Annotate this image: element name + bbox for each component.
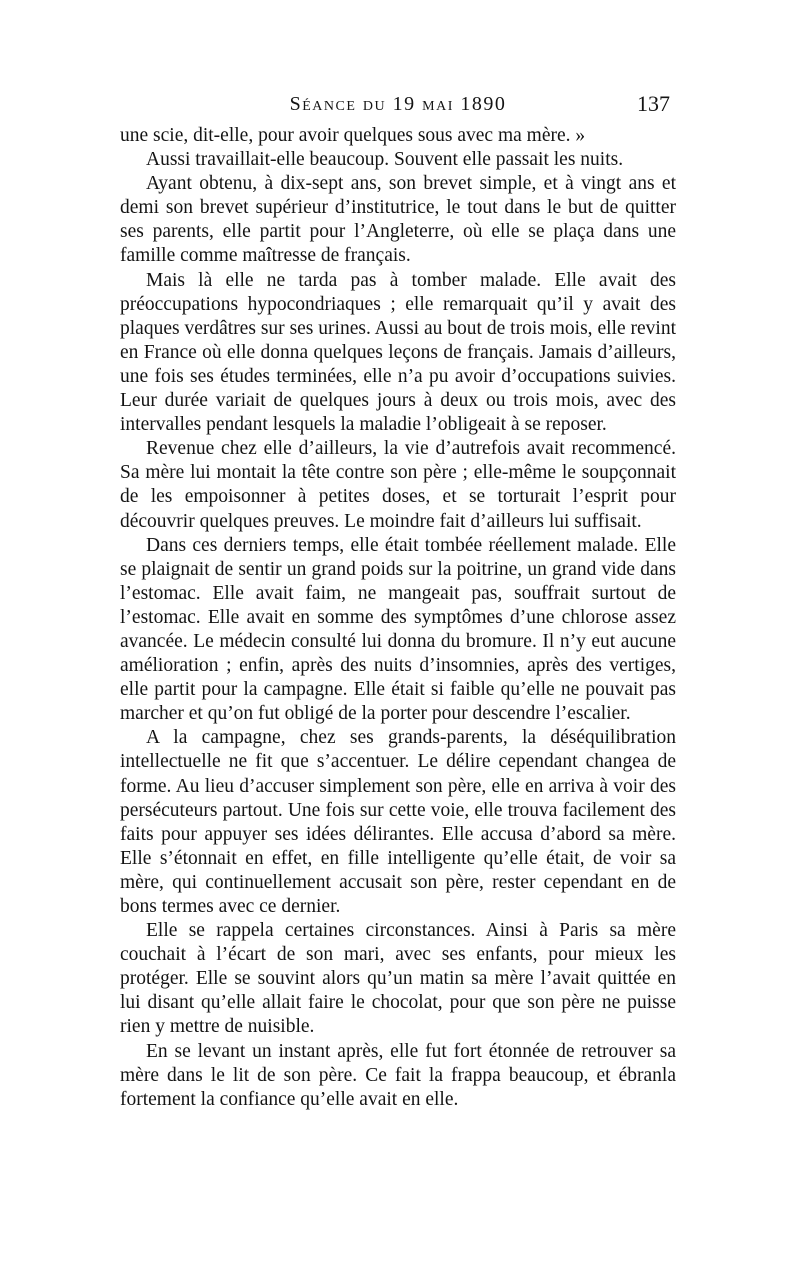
- paragraph: Aussi travaillait-elle beaucoup. Souvent elle passait les nuits.: [146, 149, 624, 171]
- paragraph: Revenue chez elle d’ailleurs, la vie d’autrefois avait recommencé. Sa mère lui montait la tête contre son père ; elle-même le soupçonnait de les empoisonner à petites doses, et se torturait l’esprit pour découvrir quelques preuves. Le moindre fait d’ailleurs lui suffisait.: [120, 438, 676, 532]
- paragraph: En se levant un instant après, elle fut fort étonnée de retrouver sa mère dans le lit de son père. Ce fait la frappa beaucoup, et ébranla fortement la confiance qu’elle avait en elle.: [120, 1040, 676, 1110]
- paragraph: Dans ces derniers temps, elle était tombée réellement malade. Elle se plaignait de sentir un grand poids sur la poitrine, un grand vide dans l’estomac. Elle avait faim, ne mangeait pas, souffrait surtout de l’estomac. Elle avait en somme des symptômes d’une chlorose assez avancée. Le médecin consulté lui donna du bromure. Il n’y eut aucune amélioration ; enfin, après des nuits d’insomnies, après des vertiges, elle partit pour la campagne. Elle était si faible qu’elle ne pouvait pas marcher et qu’on fut obligé de la porter pour descendre l’escalier.: [120, 534, 676, 725]
- paragraph-continued: une scie, dit-elle, pour avoir quelques sous avec ma mère. »: [120, 125, 586, 146]
- paragraph: A la campagne, chez ses grands-parents, la déséquilibration intellectuelle ne fit que s’accentuer. Le délire cependant changea de forme. Au lieu d’accuser simplement son père, elle en arriva à voir des persécuteurs partout. Une fois sur cette voie, elle trouva facilement des faits pour appuyer ses idées délirantes. Elle accusa d’abord sa mère. Elle s’étonnait en effet, en fille intelligente qu’elle était, de voir sa mère, qui continuellement accusait son père, rester cependant en de bons termes avec ce dernier.: [120, 727, 676, 917]
- running-title: Séance du 19 mai 1890: [289, 93, 507, 115]
- page-header: [120, 88, 676, 120]
- paragraph: Ayant obtenu, à dix-sept ans, son brevet simple, et à vingt ans et demi son brevet supérieur d’institutrice, le tout dans le but de quitter ses parents, elle partit pour l’Angleterre, où elle se plaça dans une famille comme maîtresse de français.: [120, 173, 676, 267]
- body-text: [120, 124, 676, 1112]
- paragraph: Mais là elle ne tarda pas à tomber malade. Elle avait des préoccupations hypocondriaques ; elle remarquait qu’il y avait des plaques verdâtres sur ses urines. Aussi au bout de trois mois, elle revint en France où elle donna quelques leçons de français. Jamais d’ailleurs, une fois ses études terminées, elle n’a pu avoir d’occupations suivies. Leur durée variait de quelques jours à deux ou trois mois, avec des intervalles pendant lesquels la maladie l’obligeait à se reposer.: [120, 269, 676, 436]
- paragraph: Elle se rappela certaines circonstances. Ainsi à Paris sa mère couchait à l’écart de son mari, avec ses enfants, pour mieux les protéger. Elle se souvint alors qu’un matin sa mère l’avait quittée en lui disant qu’elle allait faire le chocolat, pour que son père ne puisse rien y mettre de nuisible.: [120, 920, 676, 1038]
- page-number: 137: [637, 91, 670, 116]
